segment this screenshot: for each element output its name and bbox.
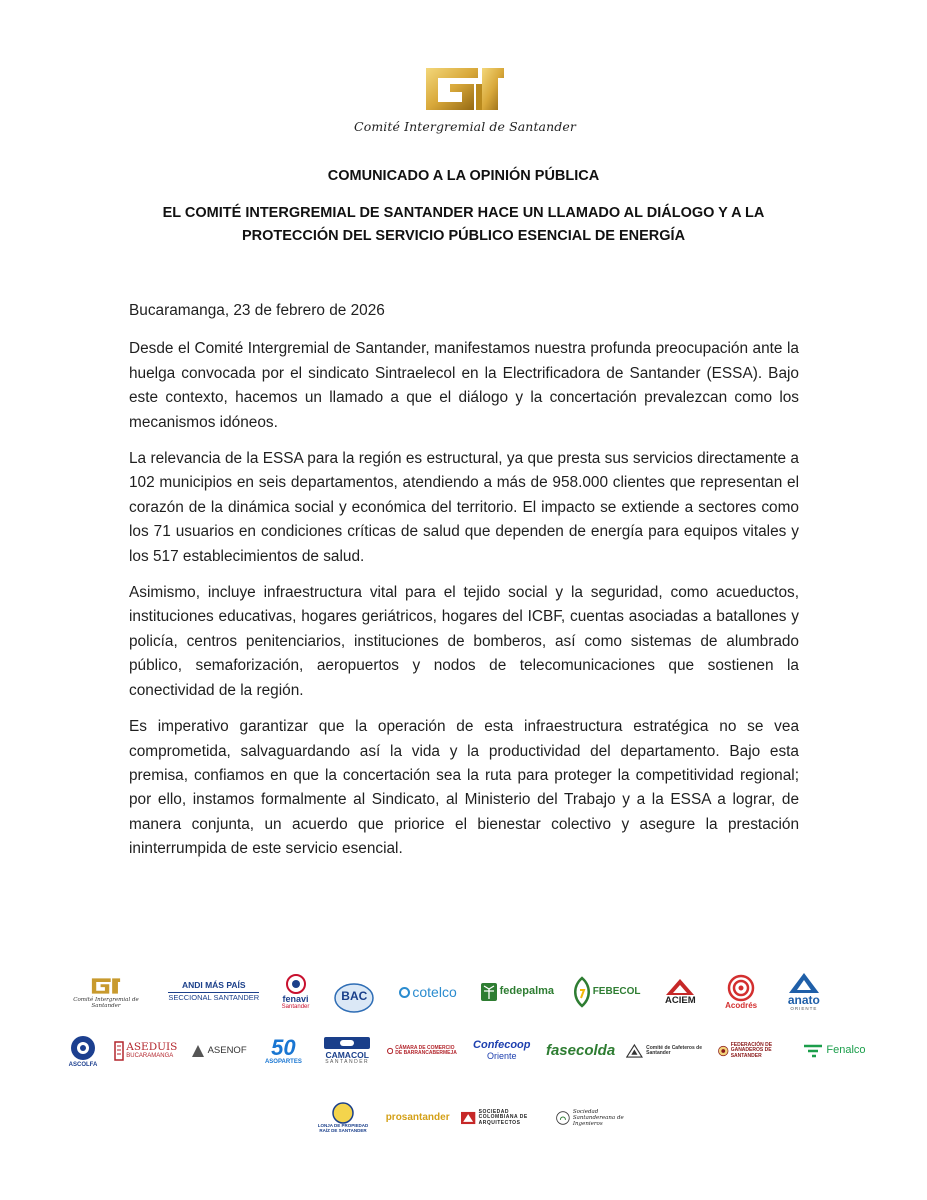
triangle-icon [461, 1107, 475, 1129]
member-logos-row-2 [62, 1025, 872, 1077]
f-icon [802, 1044, 824, 1058]
logo-federacion-ganaderos: FEDERACIÓN DE GANADEROS DE SANTANDER [718, 1040, 786, 1062]
member-logos-row-3 [312, 1092, 642, 1144]
communique-title: COMUNICADO A LA OPINIÓN PÚBLICA [327, 168, 600, 184]
chicken-icon [284, 973, 308, 995]
logo-fenalco: Fenalco [796, 1044, 872, 1058]
member-logos-row-1 [60, 962, 830, 1022]
logo-aseduis: ASEDUIS BUCARAMANGA [114, 1041, 178, 1061]
logo-ascolfa: ASCOLFA [62, 1034, 104, 1069]
triangle-icon [788, 972, 820, 994]
logo-sociedad-santandereana-ingenieros: Sociedad Santandereana de Ingenieros [556, 1107, 642, 1129]
emblem-icon [387, 1041, 393, 1061]
leaf-icon [571, 976, 593, 1008]
paragraph: Desde el Comité Intergremial de Santander, manifestamos nuestra profunda preocupación ante la huelga convocada por el sindicato Sintraelecol en la Electrificadora de Santander (ESSA). Bajo este contexto, hacemos un llamado a que el diálogo y la concertación prevalezcan como los mecanismos idóneos. [129, 340, 799, 431]
communique-subtitle: EL COMITÉ INTERGREMIAL DE SANTANDER HACE UN LLAMADO AL DIÁLOGO Y A LA PROTECCIÓN DEL SERVICIO PÚBLICO ESENCIAL DE ENERGÍA [162, 205, 765, 244]
logo-fedepalma: fedepalma [479, 982, 555, 1002]
logo-anato: anato ORIENTE [778, 972, 830, 1012]
logo-fenavi: fenavi Santander [276, 973, 316, 1011]
logo-cotelco: cotelco [393, 985, 463, 1000]
letter-body [129, 299, 799, 874]
logo-lonja-propiedad-raiz: LONJA DE PROPIEDAD RAÍZ DE SANTANDER [312, 1102, 374, 1134]
emblem-icon [718, 1040, 729, 1062]
logo-sociedad-colombiana-arquitectos: SOCIEDAD COLOMBIANA DE ARQUITECTOS [461, 1107, 547, 1129]
palm-icon [480, 982, 498, 1002]
triangle-icon [665, 978, 695, 996]
logo-asopartes: 50 ASOPARTES [264, 1035, 302, 1066]
triangle-icon [626, 1041, 643, 1061]
logo-comite-cafeteros: Comité de Cafeteros de Santander [626, 1041, 708, 1061]
paragraph: Es imperativo garantizar que la operación de esta infraestructura estratégica no se vea comprometida, salvaguardando así la vida y la productividad del departamento. Bajo esta premisa, confiamos en que la concertación sea la ruta para proteger la competitividad regional; por ello, instamos formalmente al Sindicato, al Ministerio del Trabajo y a la ESSA a lograr, de manera conjunta, un acuerdo que priorice el bienestar colectivo y asegure la prestación ininterrumpida de este servicio esencial. [129, 718, 799, 858]
date-line: Bucaramanga, 23 de febrero de 2026 [129, 302, 385, 319]
logo-bac: BAC [331, 982, 377, 1003]
emblem-icon [556, 1107, 570, 1129]
org-signature: Comité Intergremial de Santander [354, 119, 576, 134]
emblem-icon [331, 1102, 355, 1124]
logo-asenof: ASENOF [188, 1044, 250, 1058]
spiral-icon [727, 974, 755, 1002]
building-icon [114, 1041, 124, 1061]
logo-fasecolda: fasecolda [545, 1042, 616, 1060]
paragraph: La relevancia de la ESSA para la región es estructural, ya que presta sus servicios directamente a 102 municipios en seis departamentos, atendiendo a más de 958.000 clientes que representan el corazón de la dinámica social y económica del territorio. El impacto se extiende a sectores como los 71 usuarios en condiciones críticas de salud que dependen de energía para equipos vitales y los 517 establecimientos de salud. [129, 450, 799, 565]
gi-monogram-icon [89, 975, 123, 997]
logo-comite-intergremial: Comité Intergremial de Santander [60, 975, 152, 1009]
gi-monogram-icon [418, 62, 512, 116]
emblem-icon [68, 1034, 98, 1062]
logo-prosantander: prosantander [385, 1111, 450, 1123]
paragraph: Asimismo, incluye infraestructura vital para el tejido social y la seguridad, como acueductos, instituciones educativas, hogares geriátricos, hogares del ICBF, cuentas asociadas a batallones y policía, centros penitenciarios, instituciones de bomberos, así como sistemas de alumbrado público, semaforización, aeropuertos y nodos de telecomunicaciones que sostienen la conectividad de la región. [129, 584, 799, 699]
letterhead-logo [340, 62, 590, 142]
camacol-mark-icon [324, 1037, 370, 1049]
logo-camara-comercio-barrancabermeja: CÁMARA DE COMERCIO DE BARRANCABERMEJA [387, 1041, 459, 1061]
logo-camacol: CAMACOL SANTANDER [317, 1037, 377, 1065]
triangle-icon [191, 1044, 205, 1058]
logo-acodres: Acodrés [720, 974, 762, 1010]
logo-febecol: FEBECOL [571, 976, 641, 1008]
logo-confecoop: Confecoop Oriente [473, 1039, 531, 1061]
circle-icon [399, 987, 410, 998]
logo-aciem: ACIEM [656, 978, 704, 1006]
logo-andi: ANDI MÁS PAÍS SECCIONAL SANTANDER [168, 980, 260, 1003]
